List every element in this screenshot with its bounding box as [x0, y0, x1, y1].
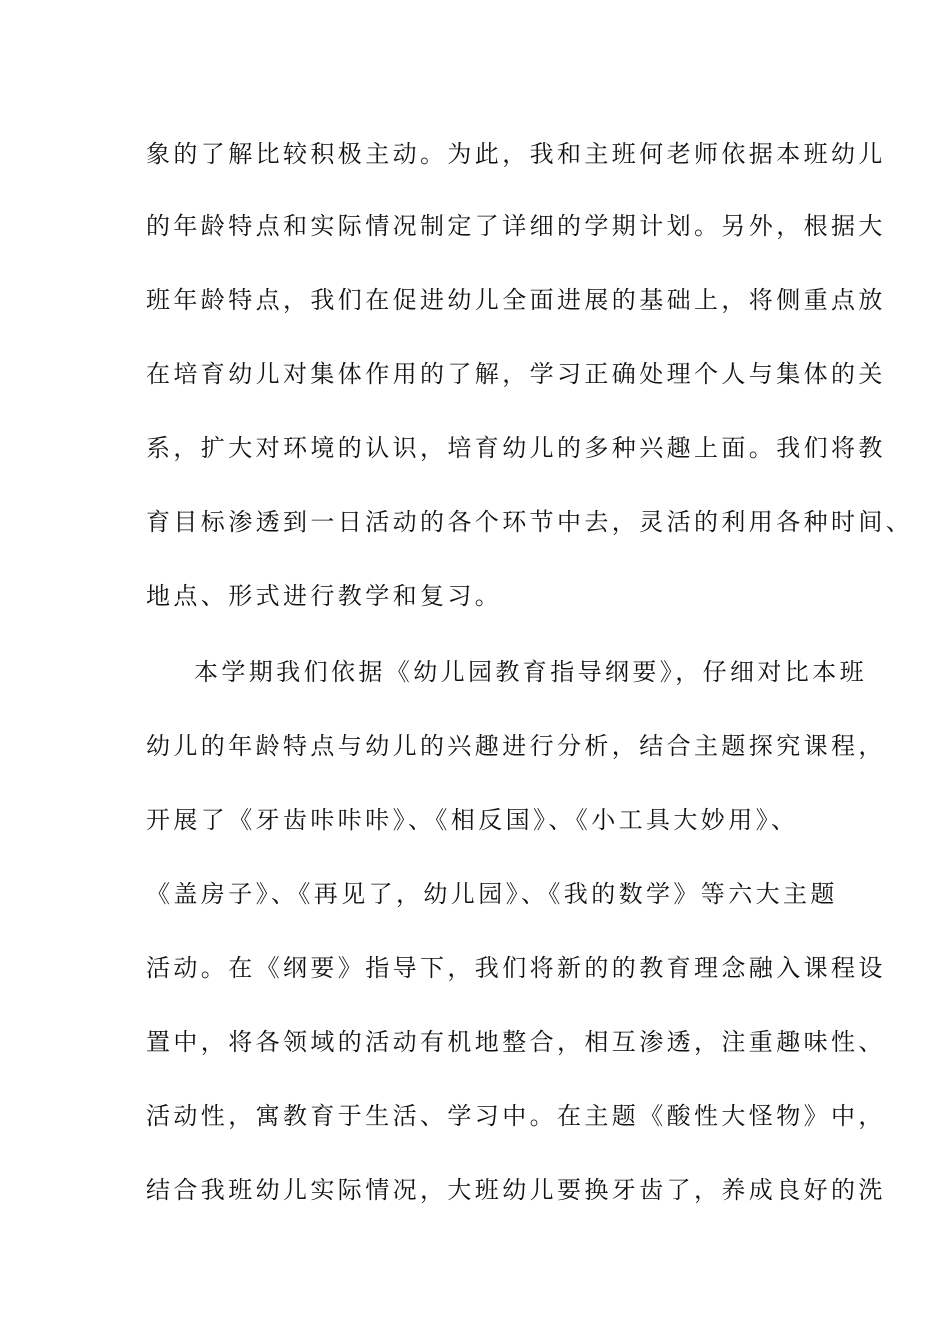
paragraph-2-line-4: 《盖房子》、《再见了，幼儿园》、《我的数学》等六大主题 — [146, 880, 838, 908]
paragraph-2-line-6: 置中，将各领域的活动有机地整合，相互渗透，注重趣味性、 — [146, 1028, 886, 1056]
paragraph-1-line-4: 在培育幼儿对集体作用的了解，学习正确处理个人与集体的关 — [146, 360, 886, 388]
paragraph-2-line-7: 活动性，寓教育于生活、学习中。在主题《酸性大怪物》中， — [146, 1102, 886, 1130]
paragraph-2-line-2: 幼儿的年龄特点与幼儿的兴趣进行分析，结合主题探究课程， — [146, 732, 886, 760]
paragraph-1-line-5: 系，扩大对环境的认识，培育幼儿的多种兴趣上面。我们将教 — [146, 434, 886, 462]
paragraph-1-line-7: 地点、形式进行教学和复习。 — [146, 582, 503, 610]
paragraph-2-line-1: 本学期我们依据《幼儿园教育指导纲要》，仔细对比本班 — [194, 658, 867, 686]
paragraph-1-line-1: 象的了解比较积极主动。为此，我和主班何老师依据本班幼儿 — [146, 140, 886, 168]
paragraph-1-line-6: 育目标渗透到一日活动的各个环节中去，灵活的利用各种时间、 — [146, 508, 914, 536]
paragraph-2-line-3: 开展了《牙齿咔咔咔》、《相反国》、《小工具大妙用》、 — [146, 806, 799, 834]
paragraph-2-line-8: 结合我班幼儿实际情况，大班幼儿要换牙齿了，养成良好的洗 — [146, 1176, 886, 1204]
paragraph-2-line-5: 活动。在《纲要》指导下，我们将新的的教育理念融入课程设 — [146, 954, 886, 982]
paragraph-1-line-2: 的年龄特点和实际情况制定了详细的学期计划。另外，根据大 — [146, 212, 886, 240]
paragraph-1-line-3: 班年龄特点，我们在促进幼儿全面进展的基础上，将侧重点放 — [146, 286, 886, 314]
